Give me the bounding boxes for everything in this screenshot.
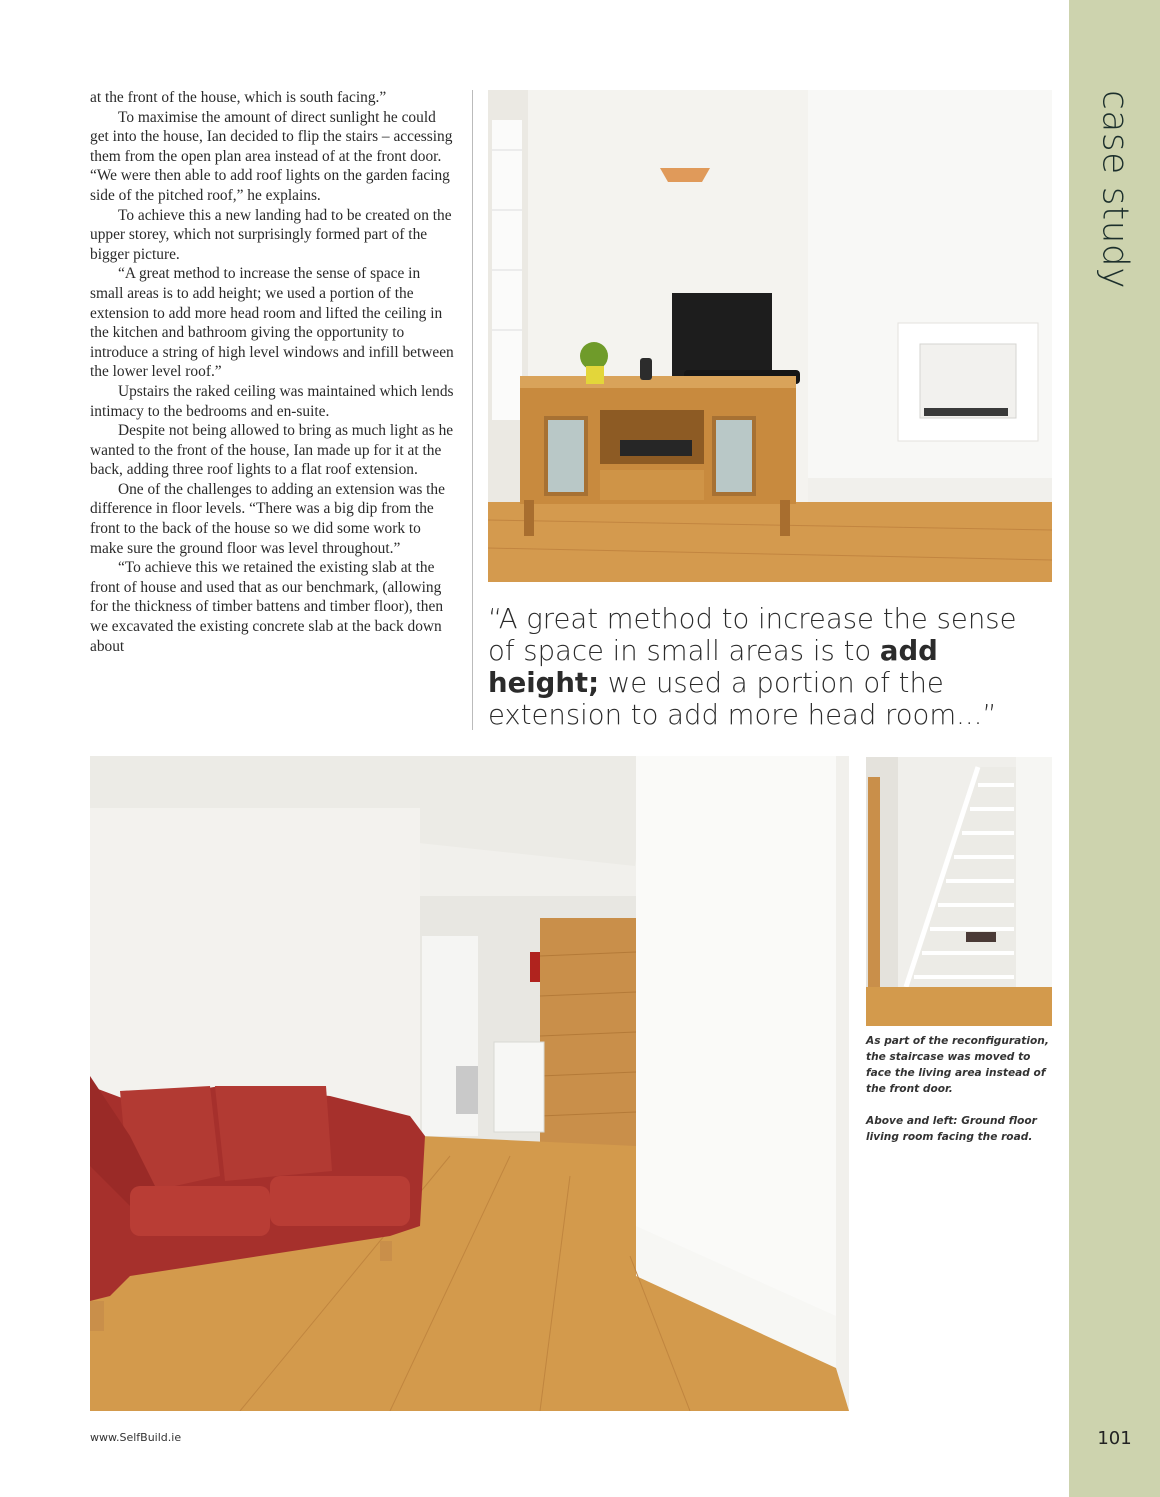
body-paragraph: “A great method to increase the sense of space in small areas is to add height; we used a portion of the extension to add more head room and lifted the ceiling in the kitchen and bathroom giving the opportunity to introduce a string of high level windows and infill between the lower level roof.” (90, 265, 454, 381)
living-room-tv-photo (488, 90, 1052, 582)
pull-quote-tail: we used a portion of the extension to add more head room...” (488, 667, 997, 731)
caption-staircase: As part of the reconfiguration, the staircase was moved to face the living area instead of the front door. (866, 1035, 1049, 1095)
staircase-photo (866, 757, 1052, 1026)
section-label (1069, 90, 1160, 290)
page-number: 101 (1097, 1428, 1132, 1449)
body-paragraph: at the front of the house, which is south facing.” (90, 89, 387, 106)
pull-quote-lead: “A great method to increase the sense of space in small areas is to (488, 603, 1017, 667)
body-paragraph: Upstairs the raked ceiling was maintained which lends intimacy to the bedrooms and en-suite. (90, 382, 454, 420)
body-paragraph: To maximise the amount of direct sunlight he could get into the house, Ian decided to flip the stairs – accessing them from the open plan area instead of at the front door. “We were then able to add roof lights on the garden facing side of the pitched roof,” he explains. (90, 108, 453, 204)
column-divider (472, 90, 473, 730)
section-label-text: case study (1094, 90, 1135, 290)
body-paragraph: Despite not being allowed to bring as much light as he wanted to the front of the house, Ian made up for it at the back, adding three roof lights to a flat roof extension. (90, 422, 454, 479)
pull-quote-emphasis: add height; (488, 635, 938, 699)
body-paragraph: “To achieve this we retained the existing slab at the front of house and used that as our benchmark, (allowing for the thickness of timber battens and timber floor), then we excavated the existing concrete slab at the back down about (90, 559, 444, 655)
living-room-sofa-photo (90, 756, 849, 1411)
photo-caption (866, 1033, 1058, 1161)
body-paragraph: One of the challenges to adding an extension was the difference in floor levels. “There was a big dip from the front to the back of the house so we did some work to make sure the ground floor was level throughout.” (90, 480, 445, 557)
pull-quote (488, 603, 1048, 731)
body-text-column (90, 88, 457, 656)
body-paragraph: To achieve this a new landing had to be created on the upper storey, which not surprisingly formed part of the bigger picture. (90, 206, 452, 263)
footer-url[interactable]: www.SelfBuild.ie (90, 1431, 182, 1444)
caption-rooms: Above and left: Ground floor living room facing the road. (866, 1115, 1037, 1143)
